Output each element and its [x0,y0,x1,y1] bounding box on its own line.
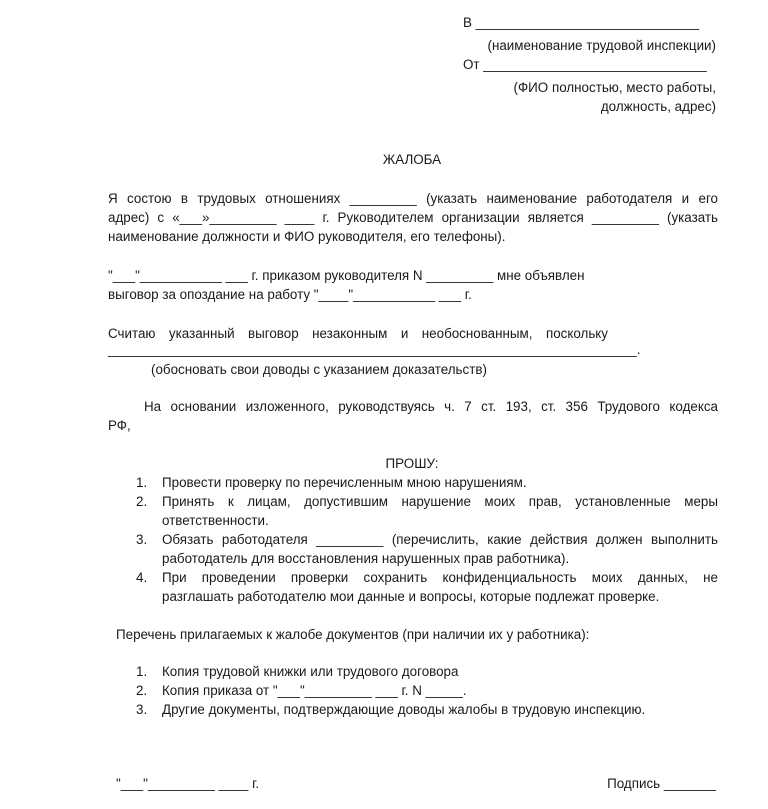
intro-line-2: адрес) с «___»_________ ____ г. Руководителем организации является _________ (указать [108,210,718,225]
date-line: "___"_________ ____ г. [116,776,260,791]
request-number: 1. [136,475,148,490]
attachment-text: Другие документы, подтверждающие доводы жалобы в трудовую инспекцию. [162,702,646,717]
sender-caption-1: (ФИО полностью, место работы, [513,80,716,95]
opinion-line-1: Считаю указанный выговор незаконным и необоснованным, поскольку [108,326,608,341]
attachment-text: Копия приказа от "___"_________ ___ г. N _____. [162,683,467,698]
request-text-cont: разглашать работодателю мои данные и вопросы, которые подлежат проверке. [162,589,660,604]
request-text: Провести проверку по перечисленным мною нарушениям. [162,475,527,490]
request-number: 4. [136,570,148,585]
basis-line-1: На основании изложенного, руководствуясь ч. 7 ст. 193, ст. 356 Трудового кодекса [144,399,718,414]
sender-line: От ______________________________ [463,57,707,72]
intro-line-1: Я состою в трудовых отношениях _________ (указать наименование работодателя и его [108,191,718,206]
attachment-text: Копия трудовой книжки или трудового договора [162,664,459,679]
intro-line-3: наименование должности и ФИО руководителя, его телефоны). [108,229,506,244]
request-number: 2. [136,494,148,509]
opinion-line-2: _______________________________________________________________________. [108,342,641,357]
request-heading: ПРОШУ: [385,456,439,471]
attachment-number: 2. [136,683,148,698]
reprimand-line-2: выговор за опоздание на работу "____"___________ ___ г. [108,287,472,302]
attachments-heading: Перечень прилагаемых к жалобе документов (при наличии их у работника): [116,627,590,642]
basis-line-2: РФ, [108,418,131,433]
request-text: Обязать работодателя _________ (перечислить, какие действия должен выполнить [162,532,718,547]
recipient-line: В ______________________________ [463,15,700,30]
attachment-number: 1. [136,664,148,679]
recipient-caption: (наименование трудовой инспекции) [487,38,716,53]
request-text: Принять к лицам, допустившим нарушение моих прав, установленные меры [162,494,718,509]
document-title: ЖАЛОБА [382,152,442,167]
reprimand-line-1: "___"___________ ___ г. приказом руководителя N _________ мне объявлен [108,268,585,283]
signature-line: Подпись _______ [607,776,716,791]
request-text-cont: работодатель для восстановления нарушенных прав работника). [162,551,570,566]
request-text: При проведении проверки сохранить конфиденциальность моих данных, не [162,570,718,585]
sender-caption-2: должность, адрес) [600,99,716,114]
attachment-number: 3. [136,702,148,717]
opinion-caption: (обосновать свои доводы с указанием доказательств) [151,362,487,377]
request-number: 3. [136,532,148,547]
request-text-cont: ответственности. [162,513,269,528]
